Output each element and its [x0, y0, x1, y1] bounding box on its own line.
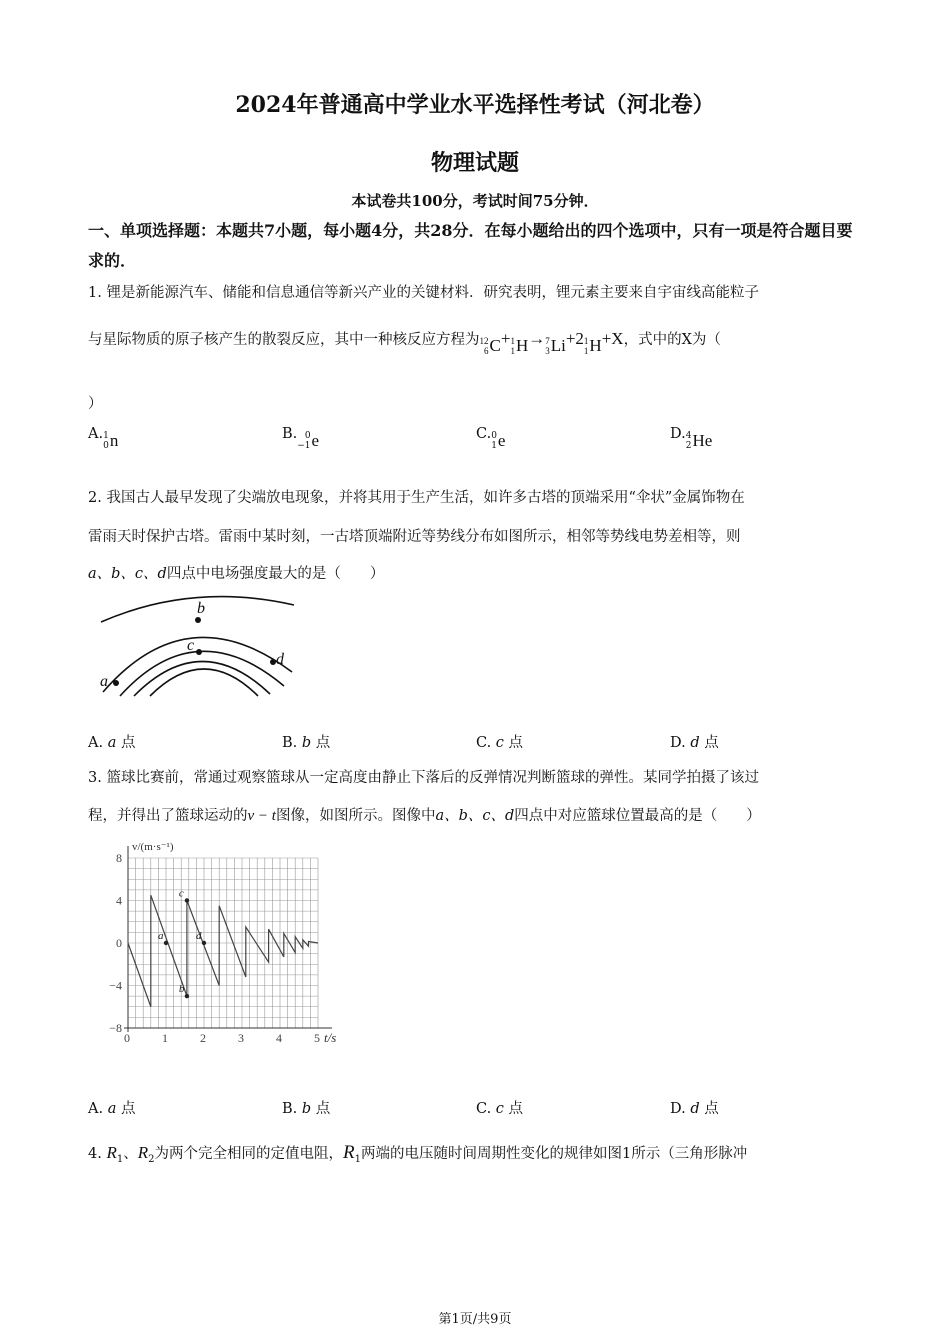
label-d: d	[276, 651, 284, 668]
label-b: b	[197, 600, 205, 617]
q1-option-b[interactable]: B. 0 −1 e	[282, 426, 320, 451]
label-a: a	[100, 673, 108, 690]
chart-axes	[124, 846, 332, 1032]
q3-option-b[interactable]: B. b 点	[282, 1101, 331, 1117]
q3-line2: 程，并得出了篮球运动的v − t图像，如图所示。图像中a、b、c、d四点中对应篮球位置最高的是（ ）	[88, 808, 761, 824]
point-d	[202, 941, 206, 945]
q2-option-c[interactable]: C. c 点	[476, 735, 524, 751]
exam-info: 本试卷共100分，考试时间75分钟．	[351, 192, 599, 210]
y-tick-label: 8	[116, 851, 122, 865]
chart-ylabel: v/(m·s⁻¹)	[132, 841, 174, 853]
q2-option-a[interactable]: A. a 点	[88, 735, 136, 751]
point-label-b: b	[178, 983, 185, 996]
q1-line2-post: ，式中的X为（	[623, 332, 721, 348]
velocity-series-line	[128, 895, 318, 1007]
x-tick-label: 4	[276, 1031, 282, 1045]
x-tick-label: 0	[124, 1031, 130, 1045]
equipotential-line-3	[120, 651, 284, 696]
y-tick-label: −4	[109, 978, 122, 993]
q2-option-d[interactable]: D. d 点	[670, 735, 719, 751]
label-c: c	[187, 637, 195, 654]
q1-line3: ）	[88, 396, 103, 412]
x-tick-label: 2	[200, 1031, 206, 1045]
vt-chart	[98, 838, 360, 1060]
section-heading: 一、单项选择题：本题共7小题，每小题4分，共28分．在每小题给出的四个选项中，只有一项是符合题目要求的．	[88, 221, 853, 270]
chart-ticks	[109, 851, 320, 1045]
q4-line1: 4. $R_1$、$R_2$为两个完全相同的定值电阻，$R_1$两端的电压随时间周期性变化的规律如图1所示（三角形脉冲	[88, 1142, 748, 1165]
q2-line2: 雷雨天时保护古塔。雷雨中某时刻，一古塔顶端附近等势线分布如图所示，相邻等势线电势差相等，则	[88, 529, 741, 545]
y-tick-label: −8	[109, 1021, 122, 1035]
q3-option-a[interactable]: A. a 点	[88, 1101, 136, 1117]
point-label-c: c	[178, 887, 184, 900]
q1-option-a[interactable]: A. 1 0 n	[88, 426, 119, 451]
point-c	[185, 898, 189, 902]
point-c	[196, 649, 202, 655]
exam-title: 2024年普通高中学业水平选择性考试（河北卷）	[235, 92, 715, 118]
q1-line2-pre: 与星际物质的原子核产生的散裂反应，其中一种核反应方程为	[88, 332, 480, 348]
q2-line3: a、b、c、d四点中电场强度最大的是（ ）	[88, 566, 385, 582]
equipotential-figure	[98, 590, 308, 702]
q1-option-c[interactable]: C. 0 1 e	[476, 426, 506, 451]
nuclear-equation: 12 6 C + 1 1 H → 7 3 Li +2 1 1 H +X	[479, 329, 624, 356]
x-tick-label: 3	[238, 1031, 244, 1045]
q3-option-c[interactable]: C. c 点	[476, 1101, 524, 1117]
q1-line2	[88, 328, 721, 356]
point-b	[195, 617, 201, 623]
point-a	[113, 680, 119, 686]
q1-option-d[interactable]: D. 4 2 He	[670, 426, 713, 451]
chart-xlabel: t/s	[324, 1030, 337, 1045]
page-footer: 第1页/共9页	[438, 1312, 512, 1327]
point-b	[185, 994, 189, 998]
q2-line1: 2. 我国古人最早发现了尖端放电现象，并将其用于生产生活，如许多古塔的顶端采用“伞状”金属饰物在	[88, 490, 745, 506]
x-tick-label: 1	[162, 1031, 168, 1045]
point-label-d: d	[196, 930, 202, 942]
q3-line1: 3. 篮球比赛前，常通过观察篮球从一定高度由静止下落后的反弹情况判断篮球的弹性。某同学拍摄了该过	[88, 770, 759, 786]
subject-title: 物理试题	[430, 150, 519, 176]
point-a	[164, 941, 168, 945]
y-tick-label: 4	[116, 893, 122, 908]
x-tick-label: 5	[314, 1031, 320, 1045]
point-label-a: a	[158, 930, 164, 942]
q1-line1: 1. 锂是新能源汽车、储能和信息通信等新兴产业的关键材料．研究表明，锂元素主要来自宇宙线高能粒子	[88, 285, 759, 301]
y-tick-label: 0	[116, 936, 122, 950]
q3-option-d[interactable]: D. d 点	[670, 1101, 719, 1117]
q2-option-b[interactable]: B. b 点	[282, 735, 331, 751]
chart-series	[128, 895, 318, 1007]
